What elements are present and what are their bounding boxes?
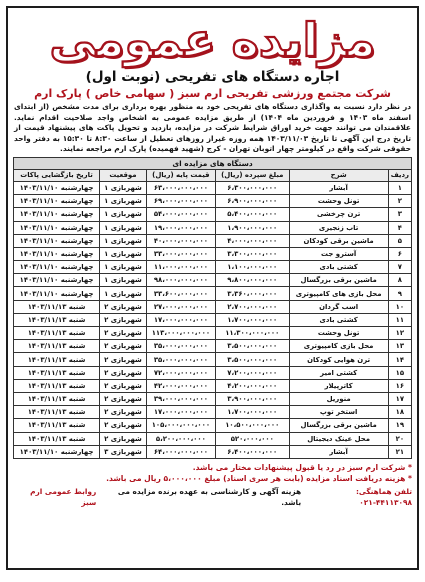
table-row: [14, 247, 412, 260]
table-row: [14, 234, 412, 247]
row-opening-date: چهارشنبه ۱۴۰۳/۱۱/۱۰: [14, 445, 100, 458]
row-location: شهربازی ۱: [100, 274, 147, 287]
row-index: ۳: [388, 208, 411, 221]
row-base-price: ۵۴،۰۰۰،۰۰۰،۰۰۰: [146, 208, 215, 221]
table-header-row: [14, 169, 412, 181]
col-header-opening-date: تاریخ بازگشایی پاکات: [14, 169, 100, 181]
row-opening-date: چهارشنبه ۱۴۰۳/۱۱/۱۰: [14, 234, 100, 247]
row-index: ۱۰: [388, 300, 411, 313]
table-row: [14, 340, 412, 353]
row-base-price: ۱۷،۰۰۰،۰۰۰،۰۰۰: [146, 313, 215, 326]
notice-subtitle: اجاره دستگاه های تفریحی (نوبت اول): [85, 69, 340, 85]
row-description: تونل وحشت: [289, 195, 388, 208]
row-description: منوریل: [289, 392, 388, 405]
row-description: تونل وحشت: [289, 327, 388, 340]
row-deposit: ۴،۲۰۰،۰۰۰،۰۰۰: [215, 379, 289, 392]
row-location: شهربازی ۲: [100, 300, 147, 313]
row-location: شهربازی ۱: [100, 195, 147, 208]
row-base-price: ۹۸،۰۰۰،۰۰۰،۰۰۰: [146, 274, 215, 287]
col-header-base-price: قیمت پایه (ریال): [146, 169, 215, 181]
row-index: ۸: [388, 274, 411, 287]
row-opening-date: شنبه ۱۴۰۳/۱۱/۱۳: [14, 313, 100, 326]
row-base-price: ۱۱۳،۰۰۰،۰۰۰،۰۰۰: [146, 327, 215, 340]
notes: [13, 462, 412, 484]
row-description: کاترپیلار: [289, 379, 388, 392]
table-caption: دستگاه های مزایده ای: [14, 157, 412, 169]
table-row: [14, 327, 412, 340]
row-base-price: ۲۷،۰۰۰،۰۰۰،۰۰۰: [146, 300, 215, 313]
row-base-price: ۶۴،۰۰۰،۰۰۰،۰۰۰: [146, 445, 215, 458]
row-deposit: ۱،۹۰۰،۰۰۰،۰۰۰: [215, 221, 289, 234]
row-location: شهربازی ۲: [100, 327, 147, 340]
table-row: [14, 432, 412, 445]
table-row: [14, 287, 412, 300]
table-row: [14, 221, 412, 234]
row-base-price: ۷۲،۰۰۰،۰۰۰،۰۰۰: [146, 366, 215, 379]
notice-title: [13, 11, 412, 69]
col-header-index: ردیف: [388, 169, 411, 181]
row-deposit: ۶،۳۰۰،۰۰۰،۰۰۰: [215, 181, 289, 194]
row-location: شهربازی ۲: [100, 379, 147, 392]
table-row: [14, 313, 412, 326]
row-opening-date: شنبه ۱۴۰۳/۱۱/۱۳: [14, 366, 100, 379]
row-index: ۱۹: [388, 419, 411, 432]
table-row: [14, 406, 412, 419]
ad-fee-note: هزینه آگهی و کارشناسی به عهده برنده مزایده می باشد.: [117, 486, 302, 507]
row-location: شهربازی ۲: [100, 353, 147, 366]
row-deposit: ۳،۹۰۰،۰۰۰،۰۰۰: [215, 392, 289, 405]
row-index: ۱۳: [388, 340, 411, 353]
row-index: ۲۱: [388, 445, 411, 458]
row-location: شهربازی ۲: [100, 406, 147, 419]
row-description: محل عینک دیجیتال: [289, 432, 388, 445]
row-index: ۱۱: [388, 313, 411, 326]
row-base-price: ۴۲،۰۰۰،۰۰۰،۰۰۰: [146, 379, 215, 392]
table-body: [14, 181, 412, 458]
row-index: ۹: [388, 287, 411, 300]
auction-items-table: [13, 157, 412, 459]
row-location: شهربازی ۱: [100, 208, 147, 221]
row-opening-date: شنبه ۱۴۰۳/۱۱/۱۳: [14, 379, 100, 392]
row-description: ماشین برقی بزرگسال: [289, 274, 388, 287]
row-base-price: ۱۷،۰۰۰،۰۰۰،۰۰۰: [146, 406, 215, 419]
table-row: [14, 261, 412, 274]
row-location: شهربازی ۱: [100, 247, 147, 260]
table-row: [14, 366, 412, 379]
col-header-location: موقعیت: [100, 169, 147, 181]
row-opening-date: شنبه ۱۴۰۳/۱۱/۱۳: [14, 327, 100, 340]
row-description: کشتی بادی: [289, 261, 388, 274]
row-index: ۱۷: [388, 392, 411, 405]
row-location: شهربازی ۱: [100, 181, 147, 194]
row-deposit: ۲،۷۰۰،۰۰۰،۰۰۰: [215, 300, 289, 313]
public-relations-signature: روابط عمومی ارم سبز: [30, 486, 97, 507]
table-row: [14, 445, 412, 458]
row-location: شهربازی ۲: [100, 419, 147, 432]
row-deposit: ۱،۱۰۰،۰۰۰،۰۰۰: [215, 261, 289, 274]
row-base-price: ۳۵،۰۰۰،۰۰۰،۰۰۰: [146, 340, 215, 353]
row-deposit: ۱۰،۵۰۰،۰۰۰،۰۰۰: [215, 419, 289, 432]
row-index: ۱۴: [388, 353, 411, 366]
row-location: شهربازی ۱: [100, 261, 147, 274]
row-deposit: ۱،۷۰۰،۰۰۰،۰۰۰: [215, 313, 289, 326]
row-index: ۵: [388, 234, 411, 247]
row-description: آبشار: [289, 181, 388, 194]
row-opening-date: شنبه ۱۴۰۳/۱۱/۱۳: [14, 432, 100, 445]
row-base-price: ۳۹،۰۰۰،۰۰۰،۰۰۰: [146, 392, 215, 405]
row-opening-date: شنبه ۱۴۰۳/۱۱/۱۳: [14, 353, 100, 366]
company-name: شرکت مجتمع ورزشی تفریحی ارم سبز ( سهامی خاص ) پارک ارم: [34, 87, 391, 100]
notice-title-text: مزایده عمومی: [49, 13, 376, 67]
row-base-price: ۳۵،۰۰۰،۰۰۰،۰۰۰: [146, 353, 215, 366]
row-deposit: ۳،۵۰۰،۰۰۰،۰۰۰: [215, 340, 289, 353]
row-description: آبشار: [289, 445, 388, 458]
row-index: ۱۶: [388, 379, 411, 392]
row-location: شهربازی ۲: [100, 366, 147, 379]
row-base-price: ۴۰،۰۰۰،۰۰۰،۰۰۰: [146, 234, 215, 247]
row-opening-date: چهارشنبه ۱۴۰۳/۱۱/۱۰: [14, 274, 100, 287]
row-deposit: ۳،۵۰۰،۰۰۰،۰۰۰: [215, 353, 289, 366]
row-index: ۱۸: [388, 406, 411, 419]
row-description: ماشین برقی بزرگسال: [289, 419, 388, 432]
note-document-fee: * هزینه دریافت اسناد مزایده (بابت هر سری اسناد) مبلغ ۵،۰۰۰،۰۰۰ ریال می باشد.: [106, 473, 412, 483]
row-base-price: ۶۹،۰۰۰،۰۰۰،۰۰۰: [146, 195, 215, 208]
row-location: شهربازی ۳: [100, 445, 147, 458]
col-header-description: شرح: [289, 169, 388, 181]
row-deposit: ۵،۴۰۰،۰۰۰،۰۰۰: [215, 208, 289, 221]
row-base-price: ۱۹،۰۰۰،۰۰۰،۰۰۰: [146, 221, 215, 234]
row-location: شهربازی ۲: [100, 432, 147, 445]
row-base-price: ۳۳،۶۰۰،۰۰۰،۰۰۰: [146, 287, 215, 300]
row-description: محل بازی کامپیوتری: [289, 340, 388, 353]
row-index: ۱: [388, 181, 411, 194]
row-description: کشتی امیر: [289, 366, 388, 379]
auction-notice: [6, 6, 419, 570]
row-description: آسترو جت: [289, 247, 388, 260]
row-deposit: ۵۲۰،۰۰۰،۰۰۰: [215, 432, 289, 445]
row-opening-date: شنبه ۱۴۰۳/۱۱/۱۳: [14, 392, 100, 405]
row-deposit: ۳،۳۰۰،۰۰۰،۰۰۰: [215, 247, 289, 260]
row-index: ۴: [388, 221, 411, 234]
row-description: اسب گردان: [289, 300, 388, 313]
table-row: [14, 379, 412, 392]
row-index: ۱۵: [388, 366, 411, 379]
row-index: ۲۰: [388, 432, 411, 445]
row-deposit: ۱۱،۳۰۰،۰۰۰،۰۰۰: [215, 327, 289, 340]
row-location: شهربازی ۱: [100, 234, 147, 247]
row-index: ۱۲: [388, 327, 411, 340]
row-opening-date: شنبه ۱۴۰۳/۱۱/۱۳: [14, 419, 100, 432]
row-base-price: ۶۳،۰۰۰،۰۰۰،۰۰۰: [146, 181, 215, 194]
row-description: تاب زنجیری: [289, 221, 388, 234]
intro-paragraph: در نظر دارد نسبت به واگذاری دستگاه های تفریحی خود به منظور بهره برداری برای مدت مشخص (از ابتدای اسفند ماه ۱۴۰۳ و فروردین ماه ۱۴۰۴) از طریق مزایده عمومی به اشخاص واجد صلاحیت اقدام نماید. علاقمندان می توانند جهت خرید اوراق شرایط شرکت در مزایده، بازدید و تحویل پاکت های پیشنهاد قیمت از تاریخ درج این آگهی تا تاریخ ۱۴۰۳/۱۱/۰۳ همه روزه غیراز روزهای تعطیل از ساعت ۸:۳۰ تا ۱۵:۳۰ به دفتر واحد حقوقی شرکت واقع در کیلومتر چهار اتوبان تهران - کرج (شهید فهمیده) پارک ارم مراجعه نمایند.: [14, 102, 412, 154]
row-deposit: ۳،۳۶۰،۰۰۰،۰۰۰: [215, 287, 289, 300]
row-location: شهربازی ۲: [100, 392, 147, 405]
table-row: [14, 274, 412, 287]
row-opening-date: شنبه ۱۴۰۳/۱۱/۱۳: [14, 300, 100, 313]
row-location: شهربازی ۱: [100, 287, 147, 300]
table-row: [14, 419, 412, 432]
row-index: ۷: [388, 261, 411, 274]
table-row: [14, 353, 412, 366]
contact-phone: تلفن هماهنگی: ۴۴۱۱۳۰۹۸-۰۲۱: [355, 486, 412, 507]
row-index: ۶: [388, 247, 411, 260]
table-row: [14, 208, 412, 221]
row-opening-date: چهارشنبه ۱۴۰۳/۱۱/۱۰: [14, 195, 100, 208]
row-base-price: ۱۰۵،۰۰۰،۰۰۰،۰۰۰: [146, 419, 215, 432]
row-opening-date: شنبه ۱۴۰۳/۱۱/۱۳: [14, 406, 100, 419]
table-row: [14, 195, 412, 208]
row-location: شهربازی ۲: [100, 340, 147, 353]
table-row: [14, 300, 412, 313]
row-opening-date: چهارشنبه ۱۴۰۳/۱۱/۱۰: [14, 261, 100, 274]
row-location: شهربازی ۱: [100, 221, 147, 234]
row-description: کشتی بادی: [289, 313, 388, 326]
row-deposit: ۶،۹۰۰،۰۰۰،۰۰۰: [215, 195, 289, 208]
row-opening-date: چهارشنبه ۱۴۰۳/۱۱/۱۰: [14, 287, 100, 300]
row-description: ترن چرخشی: [289, 208, 388, 221]
row-location: شهربازی ۲: [100, 313, 147, 326]
row-base-price: ۱۱،۰۰۰،۰۰۰،۰۰۰: [146, 261, 215, 274]
row-description: ماشین برقی کودکان: [289, 234, 388, 247]
row-deposit: ۴،۰۰۰،۰۰۰،۰۰۰: [215, 234, 289, 247]
footer: [13, 486, 412, 508]
table-row: [14, 181, 412, 194]
row-deposit: ۶،۴۰۰،۰۰۰،۰۰۰: [215, 445, 289, 458]
col-header-deposit: مبلغ سپرده (ریال): [215, 169, 289, 181]
row-opening-date: شنبه ۱۴۰۳/۱۱/۱۳: [14, 340, 100, 353]
row-description: محل بازی های کامپیوتری: [289, 287, 388, 300]
row-base-price: ۳۳،۰۰۰،۰۰۰،۰۰۰: [146, 247, 215, 260]
table-row: [14, 392, 412, 405]
row-description: استخر توپ: [289, 406, 388, 419]
row-opening-date: چهارشنبه ۱۴۰۳/۱۱/۱۰: [14, 221, 100, 234]
row-deposit: ۷،۲۰۰،۰۰۰،۰۰۰: [215, 366, 289, 379]
row-index: ۲: [388, 195, 411, 208]
note-rejection-right: * شرکت ارم سبز در رد یا قبول پیشنهادات مختار می باشد.: [192, 462, 412, 472]
row-description: ترن هوایی کودکان: [289, 353, 388, 366]
row-deposit: ۹،۸۰۰،۰۰۰،۰۰۰: [215, 274, 289, 287]
row-opening-date: چهارشنبه ۱۴۰۳/۱۱/۱۰: [14, 181, 100, 194]
row-opening-date: چهارشنبه ۱۴۰۳/۱۱/۱۰: [14, 208, 100, 221]
row-base-price: ۵،۲۰۰،۰۰۰،۰۰۰: [146, 432, 215, 445]
row-deposit: ۱،۷۰۰،۰۰۰،۰۰۰: [215, 406, 289, 419]
row-opening-date: چهارشنبه ۱۴۰۳/۱۱/۱۰: [14, 247, 100, 260]
